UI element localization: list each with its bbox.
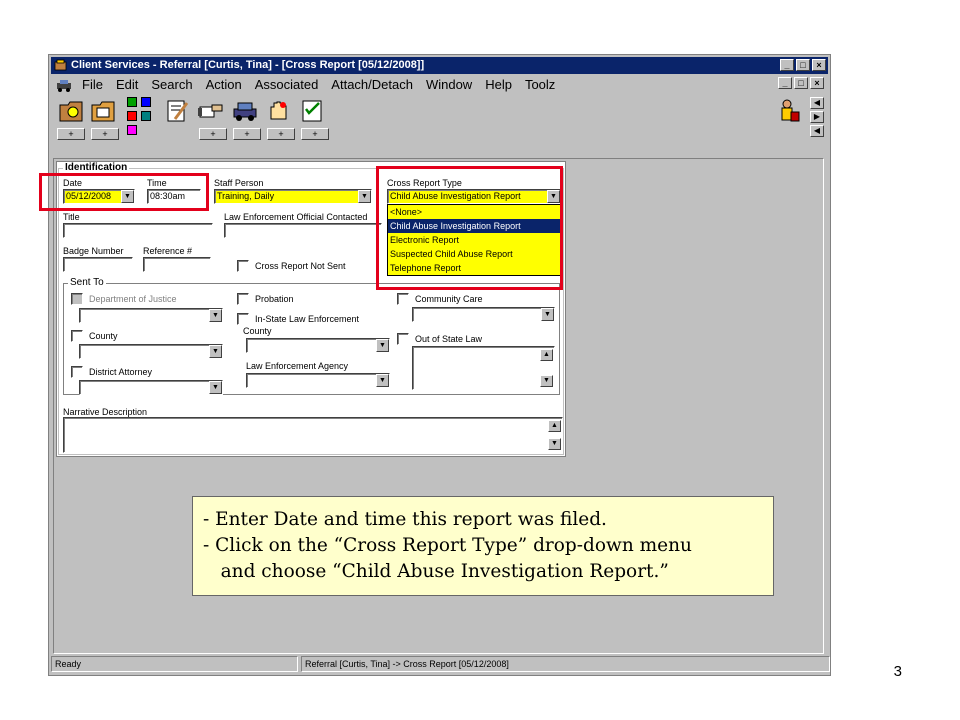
expand-button[interactable]: + — [91, 128, 119, 140]
narrative-textarea[interactable] — [63, 417, 563, 453]
callout-line: - Enter Date and time this report was filed. — [203, 509, 607, 530]
instruction-callout — [192, 496, 774, 596]
badge-number-field[interactable] — [63, 257, 133, 272]
law-official-field[interactable] — [224, 223, 382, 238]
green-swatch-icon[interactable] — [127, 97, 137, 107]
district-attorney-label: District Attorney — [89, 367, 153, 377]
chevron-down-icon[interactable]: ▼ — [547, 190, 560, 203]
chevron-down-icon[interactable]: ▼ — [376, 374, 389, 387]
chevron-down-icon[interactable]: ▼ — [541, 308, 554, 321]
menu-toolz[interactable]: Toolz — [524, 76, 556, 92]
menu-bar — [51, 75, 828, 94]
cross-report-type-select[interactable] — [387, 189, 561, 204]
identification-title: Identification — [65, 162, 128, 173]
menu-associated[interactable]: Associated — [254, 76, 319, 92]
blue-swatch-icon[interactable] — [141, 97, 151, 107]
time-value: 08:30am — [150, 191, 186, 201]
checklist-icon[interactable] — [299, 97, 327, 125]
dropdown-option[interactable]: <None> — [390, 207, 423, 217]
in-state-label: In-State Law Enforcement — [255, 314, 360, 324]
app-icon — [54, 59, 67, 72]
window-title: Client Services - Referral [Curtis, Tina] - [Cross Report [05/12/2008]] — [71, 59, 425, 71]
probation-checkbox[interactable] — [237, 293, 249, 305]
chevron-down-icon[interactable]: ▼ — [121, 190, 134, 203]
dropdown-option-selected[interactable]: Child Abuse Investigation Report — [388, 219, 560, 233]
chevron-down-icon[interactable]: ▼ — [376, 339, 389, 352]
menu-edit[interactable]: Edit — [115, 76, 139, 92]
chevron-down-icon[interactable]: ▼ — [209, 381, 222, 394]
dropdown-option[interactable]: Telephone Report — [390, 263, 462, 273]
reference-field[interactable] — [143, 257, 211, 272]
reference-label: Reference # — [143, 246, 193, 256]
callout-line: and choose “Child Abuse Investigation Report.” — [203, 561, 669, 582]
chevron-down-icon[interactable]: ▼ — [358, 190, 371, 203]
magenta-swatch-icon[interactable] — [127, 125, 137, 135]
expand-button[interactable]: + — [267, 128, 295, 140]
badge-number-label: Badge Number — [63, 246, 124, 256]
previous-arrow-icon[interactable]: ◀ — [810, 97, 824, 109]
county2-select[interactable] — [246, 338, 390, 353]
chevron-down-icon[interactable]: ▼ — [209, 345, 222, 358]
open-folder-icon[interactable] — [89, 97, 117, 125]
date-field[interactable] — [63, 189, 135, 204]
staff-person-select[interactable] — [214, 189, 372, 204]
cross-report-not-sent-label: Cross Report Not Sent — [255, 261, 346, 271]
scroll-down-icon[interactable]: ▼ — [540, 375, 553, 387]
staff-person-label: Staff Person — [214, 178, 264, 188]
expand-button[interactable]: + — [199, 128, 227, 140]
child-close-button[interactable]: × — [810, 77, 824, 89]
in-state-checkbox[interactable] — [237, 313, 249, 325]
child-maximize-button[interactable]: □ — [794, 77, 808, 89]
cross-report-type-label: Cross Report Type — [387, 178, 462, 188]
menu-window[interactable]: Window — [425, 76, 473, 92]
identification-panel — [56, 161, 566, 457]
dropdown-option[interactable]: Electronic Report — [390, 235, 460, 245]
agency-label: Law Enforcement Agency — [246, 361, 349, 371]
county-select[interactable] — [79, 344, 223, 359]
county2-label: County — [243, 326, 272, 336]
time-label: Time — [147, 178, 167, 188]
doj-checkbox[interactable] — [71, 293, 83, 305]
status-right: Referral [Curtis, Tina] -> Cross Report [05/12/2008] — [301, 656, 830, 672]
doj-select[interactable] — [79, 308, 223, 323]
close-button[interactable]: × — [812, 59, 826, 71]
date-value: 05/12/2008 — [66, 191, 112, 201]
menu-file[interactable]: File — [82, 76, 103, 92]
hand-icon[interactable] — [265, 97, 293, 125]
page-number: 3 — [893, 663, 902, 680]
county-checkbox[interactable] — [71, 330, 83, 342]
doj-label: Department of Justice — [89, 294, 177, 304]
child-minimize-button[interactable]: _ — [778, 77, 792, 89]
scroll-down-icon[interactable]: ▼ — [548, 438, 561, 450]
out-of-state-list[interactable] — [412, 346, 555, 390]
back-arrow-icon[interactable]: ◀ — [810, 125, 824, 137]
callout-line: - Click on the “Cross Report Type” drop-down menu — [203, 535, 692, 556]
menu-help[interactable]: Help — [485, 76, 512, 92]
scroll-up-icon[interactable]: ▲ — [540, 349, 553, 361]
red-swatch-icon[interactable] — [127, 111, 137, 121]
probation-label: Probation — [255, 294, 294, 304]
out-of-state-label: Out of State Law — [415, 334, 483, 344]
community-care-select[interactable] — [412, 307, 555, 322]
chevron-down-icon[interactable]: ▼ — [209, 309, 222, 322]
title-label: Title — [63, 212, 80, 222]
teal-swatch-icon[interactable] — [141, 111, 151, 121]
minimize-button[interactable]: _ — [780, 59, 794, 71]
folder-icon[interactable] — [57, 97, 85, 125]
staff-person-value: Training, Daily — [217, 191, 275, 201]
car-toolbar-icon[interactable] — [231, 97, 259, 125]
menu-search[interactable]: Search — [151, 76, 193, 92]
status-left: Ready — [51, 656, 298, 672]
notepad-icon[interactable] — [163, 97, 191, 125]
community-care-checkbox[interactable] — [397, 293, 409, 305]
law-official-label: Law Enforcement Official Contacted — [224, 212, 368, 222]
status-bar — [51, 656, 828, 672]
community-care-label: Community Care — [415, 294, 483, 304]
dropdown-option[interactable]: Suspected Child Abuse Report — [390, 249, 513, 259]
title-bar — [51, 57, 828, 74]
person-icon[interactable] — [775, 97, 803, 125]
maximize-button[interactable]: □ — [796, 59, 810, 71]
title-field[interactable] — [63, 223, 213, 238]
next-arrow-icon[interactable]: ▶ — [810, 111, 824, 123]
expand-button[interactable]: + — [301, 128, 329, 140]
menu-attach-detach[interactable]: Attach/Detach — [331, 76, 413, 92]
date-label: Date — [63, 178, 83, 188]
menu-action[interactable]: Action — [205, 76, 242, 92]
cross-report-not-sent-checkbox[interactable] — [237, 260, 249, 272]
car-icon — [55, 77, 73, 93]
district-attorney-checkbox[interactable] — [71, 366, 83, 378]
narrative-label: Narrative Description — [63, 407, 148, 417]
time-field[interactable] — [147, 189, 201, 204]
agency-select[interactable] — [246, 373, 390, 388]
out-of-state-checkbox[interactable] — [397, 333, 409, 345]
expand-button[interactable]: + — [233, 128, 261, 140]
cross-report-type-dropdown — [387, 204, 561, 276]
sent-to-title: Sent To — [70, 277, 104, 288]
pointing-hand-icon[interactable] — [197, 97, 225, 125]
scroll-up-icon[interactable]: ▲ — [548, 420, 561, 432]
cross-report-type-value: Child Abuse Investigation Report — [390, 191, 521, 201]
county-label: County — [89, 331, 118, 341]
district-attorney-select[interactable] — [79, 380, 223, 395]
expand-button[interactable]: + — [57, 128, 85, 140]
